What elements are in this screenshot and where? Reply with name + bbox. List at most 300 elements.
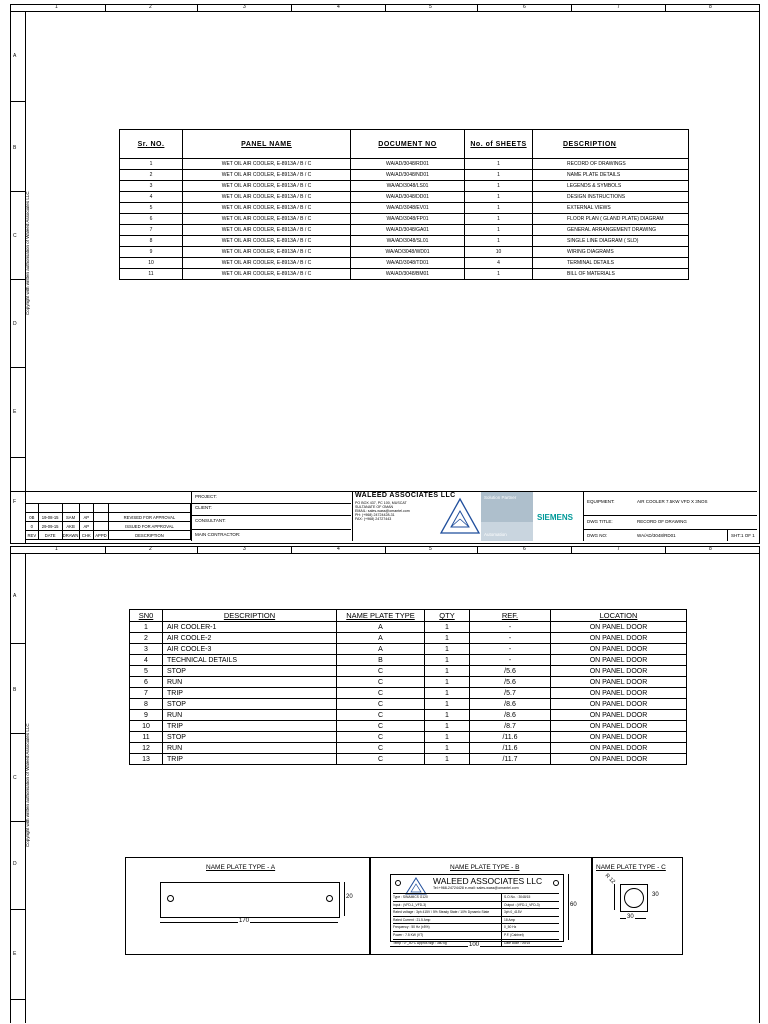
name-plate-b-title: NAME PLATE TYPE - B: [450, 864, 520, 871]
table-cell: ON PANEL DOOR: [551, 721, 687, 732]
indicator-hole-icon: [624, 888, 644, 908]
sheet-label: SHT:: [731, 533, 741, 538]
table-cell: AIR COOLER-1: [163, 622, 337, 633]
table-cell: 10: [465, 247, 533, 258]
table-cell: 1: [465, 170, 533, 181]
plate-contact: Tel:+968-24724428 e-mail: sales-wass@omantel.com: [433, 886, 519, 890]
table-cell: WET OIL AIR COOLER, E-8913A / B / C: [183, 258, 351, 269]
table-cell: 1: [425, 644, 470, 655]
revision-cell: [94, 513, 109, 522]
table-cell: 1: [465, 203, 533, 214]
plate-company-name: WALEED ASSOCIATES LLC: [433, 876, 543, 886]
name-plate-a-title: NAME PLATE TYPE - A: [206, 864, 276, 871]
table-cell: C: [337, 721, 425, 732]
row-label: B: [13, 687, 17, 693]
copyright-note: Copyright with written authorisation of Waleed Associates LLC: [25, 191, 30, 315]
dwg-title-label: DWG TITLE:: [587, 519, 613, 524]
dwg-no-value: WA/AD/3048/RD01: [637, 533, 676, 538]
dwg-no-label: DWG NO:: [587, 533, 608, 538]
plate-spec-value: 3ph 0_415V: [501, 909, 559, 916]
table-cell: 1: [425, 721, 470, 732]
table-cell: 7: [120, 225, 183, 236]
width-dimension: 100: [469, 942, 480, 948]
width-dimension: 170: [239, 918, 250, 924]
table-cell: 1: [465, 236, 533, 247]
table-cell: BILL OF MATERIALS: [533, 269, 689, 280]
column-label: 1: [55, 4, 58, 10]
table-cell: A: [337, 644, 425, 655]
row-label: C: [13, 233, 17, 239]
table-cell: 1: [425, 677, 470, 688]
table-cell: 10: [130, 721, 163, 732]
plate-spec-label: Rated Current : 21.5 Amp: [393, 917, 431, 922]
table-cell: WA/AD/3048/TD01: [351, 258, 465, 269]
table-row: [120, 225, 689, 236]
table-cell: WET OIL AIR COOLER, E-8913A / B / C: [183, 203, 351, 214]
drawing-sheet-2: [10, 546, 760, 1023]
name-plate-b-panel: [369, 857, 593, 955]
table-cell: WET OIL AIR COOLER, E-8913A / B / C: [183, 181, 351, 192]
table-cell: C: [337, 666, 425, 677]
plate-spec-row: [393, 916, 559, 924]
table-cell: WA/AD/3048/ND01: [351, 170, 465, 181]
plate-spec-row: [393, 923, 559, 931]
table-row: [130, 699, 687, 710]
table-cell: 2: [120, 170, 183, 181]
name-plate-a-panel: [125, 857, 371, 955]
table-row: [130, 622, 687, 633]
table-cell: ON PANEL DOOR: [551, 743, 687, 754]
height-dimension: 30: [652, 892, 659, 898]
column-label: 2: [149, 546, 152, 552]
table-cell: STOP: [163, 666, 337, 677]
table-cell: RUN: [163, 710, 337, 721]
height-dimension: 60: [570, 902, 577, 908]
table-row: [120, 258, 689, 269]
table-cell: ON PANEL DOOR: [551, 677, 687, 688]
table-cell: WA/AD/3048/LS01: [351, 181, 465, 192]
table-row: [130, 710, 687, 721]
table-cell: RUN: [163, 743, 337, 754]
column-header: DESCRIPTION: [533, 130, 689, 159]
revision-cell: REV: [26, 531, 39, 540]
plate-spec-row: [393, 908, 559, 916]
table-cell: 3: [130, 644, 163, 655]
revision-cell: 0: [26, 522, 39, 531]
table-cell: WA/AD/3048/EV01: [351, 203, 465, 214]
revision-cell: APPD: [95, 532, 107, 538]
table-row: [130, 677, 687, 688]
column-label: 4: [337, 4, 340, 10]
revision-cell: REVISED FOR APPROVAL: [108, 513, 190, 522]
table-cell: /11.6: [470, 732, 551, 743]
table-cell: 12: [130, 743, 163, 754]
table-cell: WA/AD/3048/RD01: [351, 159, 465, 170]
row-label: E: [13, 409, 17, 415]
revision-cell: CHK: [79, 531, 94, 540]
revision-cell: [94, 522, 109, 531]
column-label: 7: [617, 4, 620, 10]
revision-cell: DATE: [38, 531, 62, 540]
table-row: [130, 633, 687, 644]
table-cell: 1: [465, 269, 533, 280]
column-header: No. of SHEETS: [465, 130, 533, 159]
row-label: D: [13, 321, 17, 327]
table-cell: C: [337, 754, 425, 765]
table-cell: 1: [120, 159, 183, 170]
name-plate-schedule-table: [129, 609, 687, 765]
table-cell: -: [470, 633, 551, 644]
table-cell: WET OIL AIR COOLER, E-8913A / B / C: [183, 159, 351, 170]
column-label: 5: [429, 4, 432, 10]
name-plate-c-panel: [591, 857, 683, 955]
revision-block: [25, 491, 191, 541]
column-label: 4: [337, 546, 340, 552]
table-cell: 1: [465, 192, 533, 203]
table-cell: AIR COOLE-3: [163, 644, 337, 655]
table-cell: C: [337, 710, 425, 721]
table-cell: /5.7: [470, 688, 551, 699]
table-row: [120, 170, 689, 181]
table-cell: -: [470, 655, 551, 666]
mounting-hole-icon: [395, 880, 401, 886]
consultant-label: CONSULTANT:: [195, 518, 226, 523]
table-cell: 6: [120, 214, 183, 225]
company-logo: [439, 497, 481, 537]
revision-row: [26, 513, 191, 522]
table-header-row: [130, 610, 687, 622]
row-label: E: [13, 951, 17, 957]
table-cell: 5: [130, 666, 163, 677]
plate-spec-label: Rated voltage : 3ph 415V / 5% Steady State / 10% Dynamic State: [393, 910, 490, 915]
client-label: CLIENT:: [195, 505, 212, 510]
table-cell: WA/AD/3048/BM01: [351, 269, 465, 280]
table-row: [120, 214, 689, 225]
table-cell: 4: [130, 655, 163, 666]
table-cell: RUN: [163, 677, 337, 688]
table-cell: NAME PLATE DETAILS: [533, 170, 689, 181]
table-cell: /8.7: [470, 721, 551, 732]
table-cell: 1: [425, 633, 470, 644]
table-cell: 1: [465, 181, 533, 192]
table-cell: /11.7: [470, 754, 551, 765]
row-ruler: [11, 553, 26, 1023]
table-cell: 8: [130, 699, 163, 710]
table-cell: /8.6: [470, 699, 551, 710]
column-label: 1: [55, 546, 58, 552]
table-row: [120, 203, 689, 214]
table-row: [130, 721, 687, 732]
table-cell: A: [337, 622, 425, 633]
revision-cell: AKB: [62, 522, 79, 531]
revision-cell: 29-09-15: [38, 522, 62, 531]
table-row: [120, 159, 689, 170]
row-label: C: [13, 775, 17, 781]
table-cell: WET OIL AIR COOLER, E-8913A / B / C: [183, 236, 351, 247]
height-dimension-line: [614, 884, 615, 910]
table-cell: WET OIL AIR COOLER, E-8913A / B / C: [183, 225, 351, 236]
table-cell: 9: [120, 247, 183, 258]
plate-spec-label: Power : 7.5 KW (VT): [393, 932, 424, 937]
revision-cell: [38, 504, 62, 513]
table-cell: 7: [130, 688, 163, 699]
table-cell: WA/AD/3048/SL01: [351, 236, 465, 247]
table-cell: FLOOR PLAN ( GLAND PLATE) DIAGRAM: [533, 214, 689, 225]
radius-dimension: R 12: [603, 872, 617, 886]
column-header: Sr. NO.: [120, 130, 183, 159]
table-cell: 1: [425, 732, 470, 743]
table-cell: /5.6: [470, 666, 551, 677]
table-row: [120, 192, 689, 203]
solution-partner-badge: Solution Partner Automation: [481, 492, 533, 541]
column-label: 7: [617, 546, 620, 552]
table-cell: WIRING DIAGRAMS: [533, 247, 689, 258]
table-cell: -: [470, 622, 551, 633]
column-ruler: [11, 5, 759, 12]
table-cell: LEGENDS & SYMBOLS: [533, 181, 689, 192]
revision-cell: SAM: [62, 513, 79, 522]
table-cell: AIR COOLE-2: [163, 633, 337, 644]
record-of-drawings-table: [119, 129, 689, 280]
height-dimension-line: [344, 882, 345, 916]
revision-cell: AP: [79, 513, 94, 522]
table-cell: -: [470, 644, 551, 655]
row-label: A: [13, 53, 17, 59]
drawing-sheet-1: [10, 4, 760, 544]
revision-cell: [79, 504, 94, 513]
table-cell: A: [337, 633, 425, 644]
height-dimension-line: [568, 874, 569, 940]
column-header: DOCUMENT NO: [351, 130, 465, 159]
table-cell: 8: [120, 236, 183, 247]
plate-spec-label: Type : SINAMICS G120: [393, 895, 428, 899]
table-row: [130, 743, 687, 754]
table-row: [130, 732, 687, 743]
column-label: 3: [243, 4, 246, 10]
contractor-label: MAIN CONTRACTOR:: [195, 532, 241, 537]
table-cell: /5.6: [470, 677, 551, 688]
siemens-logo: SIEMENS: [537, 513, 574, 522]
row-label: D: [13, 861, 17, 867]
table-cell: WA/AD/3048/WD01: [351, 247, 465, 258]
table-row: [120, 236, 689, 247]
table-cell: WET OIL AIR COOLER, E-8913A / B / C: [183, 269, 351, 280]
table-cell: 13: [130, 754, 163, 765]
table-cell: C: [337, 699, 425, 710]
table-cell: WA/AD/3048/FP01: [351, 214, 465, 225]
table-cell: B: [337, 655, 425, 666]
table-cell: C: [337, 743, 425, 754]
revision-row: [26, 522, 191, 531]
table-cell: 2: [130, 633, 163, 644]
table-cell: 6: [130, 677, 163, 688]
table-cell: 5: [120, 203, 183, 214]
revision-cell: [108, 504, 190, 513]
table-cell: STOP: [163, 732, 337, 743]
table-cell: 4: [120, 192, 183, 203]
table-cell: 10: [120, 258, 183, 269]
company-name: WALEED ASSOCIATES LLC: [355, 492, 456, 499]
plate-spec-row: [393, 901, 559, 909]
equipment-value: AIR COOLER 7.5KW VFD X 3NOS: [637, 499, 708, 504]
table-cell: ON PANEL DOOR: [551, 655, 687, 666]
table-cell: 1: [425, 699, 470, 710]
revision-cell: DESCRIPTION: [108, 531, 190, 540]
row-label: B: [13, 145, 17, 151]
plate-spec-label: Frequency : 50 Hz (±5%): [393, 925, 430, 930]
name-plate-c-title: NAME PLATE TYPE - C: [596, 864, 666, 871]
revision-cell: [26, 504, 39, 513]
column-header: SN0: [130, 610, 163, 622]
name-plate-a-outline: [160, 882, 340, 918]
table-row: [130, 754, 687, 765]
table-cell: GENERAL ARRANGEMENT DRAWING: [533, 225, 689, 236]
column-header: QTY: [425, 610, 470, 622]
column-label: 6: [523, 546, 526, 552]
company-address: PO BOX 437, PC 100, MUSCAT SULTANATE OF OMAN EMAIL: sales-wass@omantel.com PH: (+968) 24724428-31 FAX: (+968) 24727443: [355, 501, 410, 521]
column-header: DESCRIPTION: [163, 610, 337, 622]
table-cell: /8.6: [470, 710, 551, 721]
column-label: 6: [523, 4, 526, 10]
table-row: [130, 655, 687, 666]
table-row: [120, 247, 689, 258]
table-cell: TRIP: [163, 721, 337, 732]
table-cell: WET OIL AIR COOLER, E-8913A / B / C: [183, 192, 351, 203]
table-cell: 1: [425, 743, 470, 754]
table-cell: 4: [465, 258, 533, 269]
table-cell: ON PANEL DOOR: [551, 633, 687, 644]
table-cell: WA/AD/3048/GA01: [351, 225, 465, 236]
column-label: 2: [149, 4, 152, 10]
table-cell: EXTERNAL VIEWS: [533, 203, 689, 214]
table-cell: C: [337, 732, 425, 743]
plate-spec-lines: [393, 893, 559, 946]
table-cell: ON PANEL DOOR: [551, 754, 687, 765]
revision-cell: 0B: [26, 513, 39, 522]
table-cell: 3: [120, 181, 183, 192]
table-cell: TRIP: [163, 754, 337, 765]
name-plate-c-outline: [620, 884, 648, 912]
plate-spec-row: [393, 893, 559, 901]
table-cell: 1: [465, 225, 533, 236]
revision-table: [25, 503, 191, 540]
project-label: PROJECT:: [195, 494, 217, 499]
column-header: LOCATION: [551, 610, 687, 622]
table-cell: ON PANEL DOOR: [551, 666, 687, 677]
revision-row: [26, 504, 191, 513]
column-header: NAME PLATE TYPE: [337, 610, 425, 622]
table-cell: WET OIL AIR COOLER, E-8913A / B / C: [183, 214, 351, 225]
table-row: [120, 181, 689, 192]
table-row: [130, 688, 687, 699]
column-label: 8: [709, 546, 712, 552]
revision-cell: [94, 504, 109, 513]
table-cell: ON PANEL DOOR: [551, 732, 687, 743]
plate-spec-value: Output : (VFD-1_VFD-3): [501, 902, 559, 909]
table-cell: WET OIL AIR COOLER, E-8913A / B / C: [183, 170, 351, 181]
row-label: A: [13, 593, 17, 599]
table-cell: ON PANEL DOOR: [551, 644, 687, 655]
table-cell: WA/AD/3048/DD01: [351, 192, 465, 203]
table-row: [120, 269, 689, 280]
table-cell: TECHNICAL DETAILS: [163, 655, 337, 666]
row-ruler: [11, 11, 26, 543]
table-cell: ON PANEL DOOR: [551, 688, 687, 699]
sheet-value: 1 OF 1: [741, 533, 755, 538]
table-cell: TERMINAL DETAILS: [533, 258, 689, 269]
equipment-label: EQUIPMENT:: [587, 499, 615, 504]
table-cell: C: [337, 688, 425, 699]
table-cell: 1: [465, 159, 533, 170]
revision-cell: ISSUED FOR APPROVAL: [108, 522, 190, 531]
table-cell: ON PANEL DOOR: [551, 622, 687, 633]
plate-spec-value: 18 Amp: [501, 917, 559, 924]
table-row: [130, 644, 687, 655]
revision-cell: AP: [79, 522, 94, 531]
table-cell: 11: [130, 732, 163, 743]
height-dimension: 20: [346, 894, 353, 900]
revision-cell: [62, 504, 79, 513]
table-cell: 1: [425, 655, 470, 666]
column-label: 3: [243, 546, 246, 552]
column-header: REF.: [470, 610, 551, 622]
plate-spec-value: Date code : 09/15: [501, 940, 559, 947]
table-cell: STOP: [163, 699, 337, 710]
plate-spec-label: Input : (VFD-1_VFD-3): [393, 902, 427, 907]
revision-row: [26, 531, 191, 540]
row-label: F: [13, 499, 17, 505]
table-header-row: [120, 130, 689, 159]
column-ruler: [11, 547, 759, 554]
table-cell: 1: [425, 688, 470, 699]
table-cell: DESIGN INSTRUCTIONS: [533, 192, 689, 203]
copyright-note: Copyright with written authorisation of Waleed Associates LLC: [25, 723, 30, 847]
table-cell: 1: [425, 710, 470, 721]
table-row: [130, 666, 687, 677]
revision-cell: DRAWN: [62, 532, 79, 538]
table-cell: 1: [465, 214, 533, 225]
table-cell: 1: [425, 754, 470, 765]
mounting-hole-icon: [326, 895, 333, 902]
plate-spec-row: [393, 931, 559, 939]
table-cell: C: [337, 677, 425, 688]
table-cell: /11.6: [470, 743, 551, 754]
table-cell: 1: [130, 622, 163, 633]
dwg-title-value: RECORD OF DRAWING: [637, 519, 687, 524]
column-header: PANEL NAME: [183, 130, 351, 159]
width-dimension: 30: [627, 914, 634, 920]
table-cell: RECORD OF DRAWINGS: [533, 159, 689, 170]
table-cell: TRIP: [163, 688, 337, 699]
revision-cell: 19-08-15: [38, 513, 62, 522]
table-cell: 9: [130, 710, 163, 721]
column-label: 8: [709, 4, 712, 10]
table-cell: SINGLE LINE DIAGRAM ( SLD): [533, 236, 689, 247]
plate-spec-value: P.F. (Cabinet): [501, 932, 559, 939]
table-cell: ON PANEL DOOR: [551, 710, 687, 721]
column-label: 5: [429, 546, 432, 552]
table-cell: WET OIL AIR COOLER, E-8913A / B / C: [183, 247, 351, 258]
plate-spec-value: S.O.No. : 3048/15: [501, 894, 559, 901]
table-cell: ON PANEL DOOR: [551, 699, 687, 710]
table-cell: 1: [425, 666, 470, 677]
plate-spec-value: 0_50 Hz: [501, 924, 559, 931]
table-cell: 1: [425, 622, 470, 633]
mounting-hole-icon: [553, 880, 559, 886]
plate-spec-label: Temp : 0°_40°C Approx.Wgt : 360 kg: [393, 940, 447, 945]
table-cell: 11: [120, 269, 183, 280]
mounting-hole-icon: [167, 895, 174, 902]
